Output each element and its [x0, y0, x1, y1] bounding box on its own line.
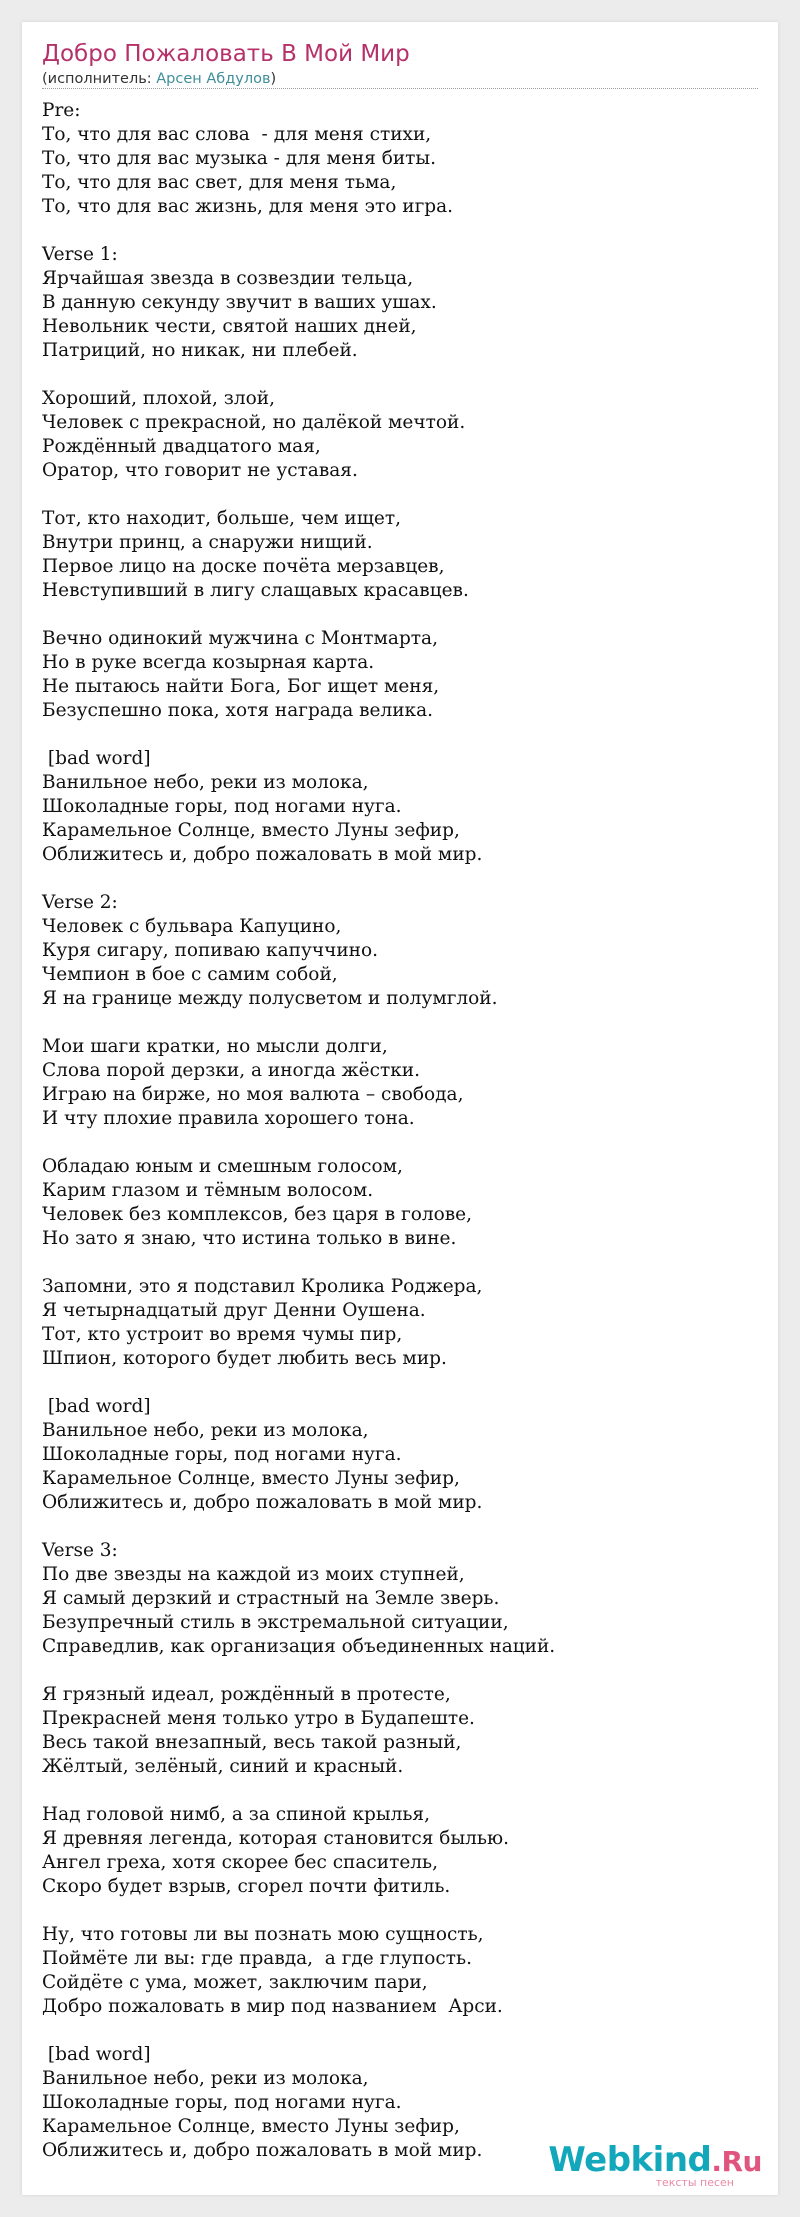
title-divider [42, 88, 758, 89]
site-logo[interactable] [548, 2142, 762, 2189]
performer-suffix: ) [270, 71, 277, 87]
performer-line [42, 70, 276, 88]
artist-link[interactable]: Арсен Абдулов [156, 71, 271, 87]
logo-wordmark [548, 2142, 762, 2180]
performer-prefix: (исполнитель: [42, 71, 157, 87]
logo-brand-suffix: .Ru [711, 2145, 762, 2178]
song-title: Добро Пожаловать В Мой Мир [42, 41, 410, 67]
lyrics-text: Pre: То, что для вас слова - для меня стихи, То, что для вас музыка - для меня биты. То, что для вас свет, для меня тьма, То, что для вас жизнь, для меня это игра. Verse 1: Ярчайшая звезда в созвездии тельца, В данную секунду звучит в ваших ушах. Невольник чести, святой наших дней, Патриций, но никак, ни плебей. Хороший, плохой, злой, Человек с прекрасной, но далёкой мечтой. Рождённый двадцатого мая, Оратор, что говорит не уставая. Тот, кто находит, больше, чем ищет, Внутри принц, а снаружи нищий. Первое лицо на доске почёта мерзавцев, Невступивший в лигу слащавых красавцев. Вечно одинокий мужчина с Монтмарта, Но в руке всегда козырная карта. Не пытаюсь найти Бога, Бог ищет меня, Безуспешно пока, хотя награда велика. [bad word] Ванильное небо, реки из молока, Шоколадные горы, под ногами нуга. Карамельное Солнце, вместо Луны зефир, Оближитесь и, добро пожаловать в мой мир. Verse 2: Человек с бульвара Капуцино, Куря сигару, попиваю капуччино. Чемпион в бое с самим собой, Я на границе между полусветом и полумглой. Мои шаги кратки, но мысли долги, Слова порой дерзки, а иногда жёстки. Играю на бирже, но моя валюта – свобода, И чту плохие правила хорошего тона. Обладаю юным и смешным голосом, Карим глазом и тёмным волосом. Человек без комплексов, без царя в голове, Но зато я знаю, что истина только в вине. Запомни, это я подставил Кролика Роджера, Я четырнадцатый друг Денни Оушена. Тот, кто устроит во время чумы пир, Шпион, которого будет любить весь мир. [bad word] Ванильное небо, реки из молока, Шоколадные горы, под ногами нуга. Карамельное Солнце, вместо Луны зефир, Оближитесь и, добро пожаловать в мой мир. Verse 3: По две звезды на каждой из моих ступней, Я самый дерзкий и страстный на Земле зверь. Безупречный стиль в экстремальной ситуации, Справедлив, как организация объединенных наций. Я грязный идеал, рождённый в протесте, Прекрасней меня только утро в Будапеште. Весь такой внезапный, весь такой разный, Жёлтый, зелёный, синий и красный. Над головой нимб, а за спиной крылья, Я древняя легенда, которая становится былью. Ангел греха, хотя скорее бес спаситель, Скоро будет взрыв, сгорел почти фитиль. Ну, что готовы ли вы познать мою сущность, Поймёте ли вы: где правда, а где глупость. Сойдёте с ума, может, заключим пари, Добро пожаловать в мир под названием Арси. [bad word] Ванильное небо, реки из молока, Шоколадные горы, под ногами нуга. Карамельное Солнце, вместо Луны зефир, Оближитесь и, добро пожаловать в мой мир. [42, 100, 556, 2161]
lyrics-card [22, 22, 778, 2195]
logo-tagline: тексты песен [655, 2176, 734, 2189]
logo-brand-main: Webkind [548, 2140, 712, 2180]
